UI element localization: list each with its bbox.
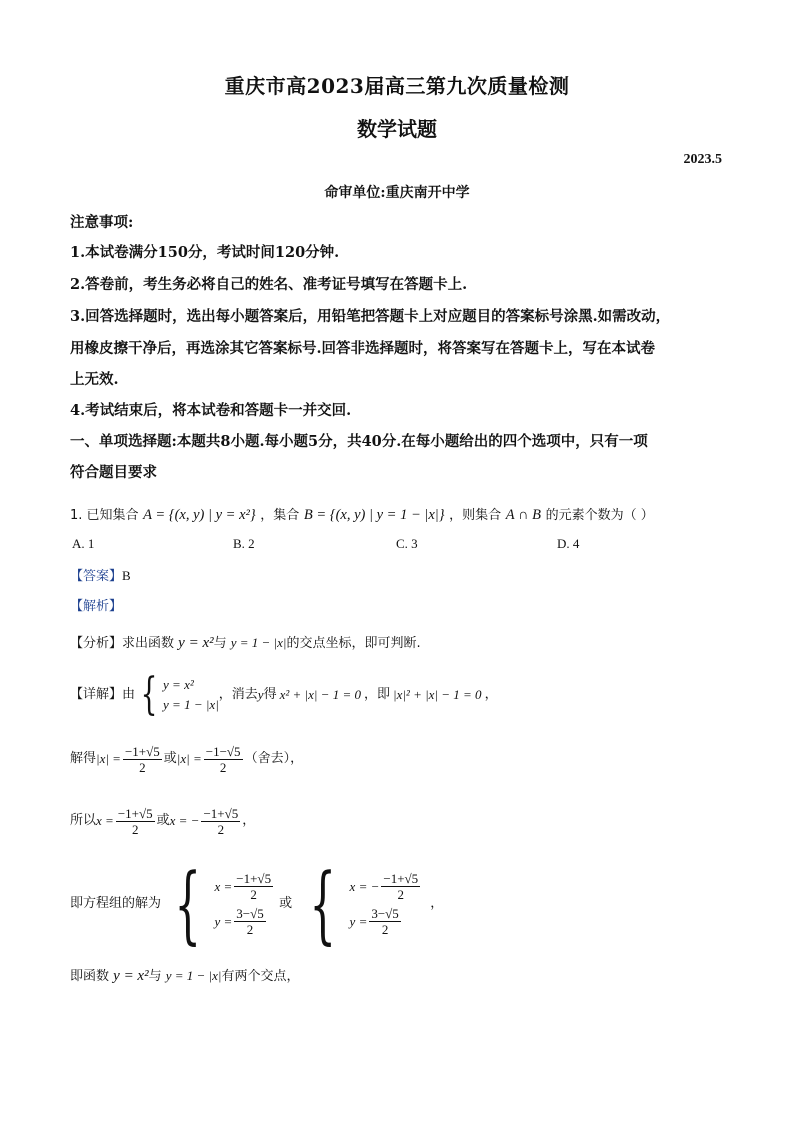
solution-1-y-lhs: y = — [214, 913, 233, 929]
notice-heading: 注意事项: — [70, 214, 134, 231]
solve-lhs: |x| = — [96, 751, 121, 766]
solution-2-y-frac — [369, 906, 400, 937]
solve-lhs-2: |x| = — [176, 751, 202, 766]
fenxi-tag: 【分析】 — [70, 636, 123, 651]
notice-item-4: 4.考试结束后，将本试卷和答题卡一并交回. — [70, 402, 352, 419]
solution-text-2: 或 — [279, 896, 293, 911]
notice-item-3-line-2: 用橡皮擦干净后，再选涂其它答案标号.回答非选择题时，将答案写在答题卡上，写在本试卷 — [70, 340, 656, 357]
left-brace-icon: { — [309, 855, 337, 953]
issuing-unit: 命审单位:重庆南开中学 — [324, 185, 470, 201]
solution-system-1 — [161, 855, 275, 953]
solution-1-y-frac — [234, 906, 265, 937]
solve-line — [70, 738, 730, 780]
analysis-tag-line — [70, 597, 730, 617]
solution-1-x-den: 2 — [250, 887, 257, 902]
solution-2-x-lhs: x = − — [349, 878, 380, 894]
xiangjie-eq-1: x² + |x| − 1 = 0 — [279, 687, 361, 702]
solve-text-2: 或 — [163, 751, 177, 766]
option-d: D. 4 — [557, 536, 580, 551]
xiangjie-var: y — [257, 687, 264, 702]
sox-fraction-1 — [116, 806, 155, 837]
solution-1-y-row — [214, 906, 275, 937]
sox-fraction-1-num: −1+√5 — [117, 805, 153, 821]
q1-suffix: 的元素个数为（ ） — [545, 508, 654, 523]
conclusion-func-2: y = 1 − |x| — [165, 968, 222, 983]
solution-2-x-den: 2 — [397, 887, 405, 902]
solution-1-x-lhs: x = — [214, 878, 233, 894]
xiangjie-eq-2: |x|² + |x| − 1 = 0 — [393, 687, 482, 702]
solve-fraction-1 — [123, 744, 162, 775]
q1-intersection: A ∩ B — [505, 507, 541, 523]
sox-text-3: ， — [242, 813, 256, 828]
solve-fraction-1-num: −1+√5 — [124, 743, 160, 759]
conclusion-text-2: 与 — [148, 969, 162, 984]
conclusion-func-1: y = x² — [113, 968, 149, 984]
section-heading-line-2: 符合题目要求 — [70, 464, 157, 481]
option-b: B. 2 — [233, 536, 255, 551]
sox-text-1: 所以 — [70, 813, 97, 828]
solve-fraction-2-den: 2 — [219, 759, 227, 775]
xiangjie-tag: 【详解】 — [70, 687, 123, 702]
fenxi-text-3: 的交点坐标，即可判断. — [286, 636, 421, 651]
answer-line — [70, 566, 730, 587]
solution-2-y-row — [350, 906, 423, 937]
solution-text-3: ， — [430, 896, 444, 911]
sox-lhs-2: x = − — [169, 813, 200, 828]
sox-lhs-1: x = — [96, 813, 114, 828]
notice-item-2: 2.答卷前，考生务必将自己的姓名、准考证号填写在答题卡上. — [70, 276, 468, 293]
answer-value: B — [122, 568, 131, 583]
answer-tag: 【答案】 — [70, 569, 123, 584]
solve-fraction-1-den: 2 — [139, 759, 146, 775]
solution-1-x-row — [214, 871, 275, 902]
solution-2-y-num: 3−√5 — [371, 906, 399, 921]
notice-item-3-line-1: 3.回答选择题时，选出每小题答案后，用铅笔把答题卡上对应题目的答案标号涂黑.如需改动， — [70, 308, 671, 325]
solution-2-x-frac — [381, 871, 420, 902]
section-heading-line-1: 一、单项选择题:本题共8小题.每小题5分，共40分.在每小题给出的四个选项中，只有一项 — [70, 433, 648, 450]
xiangjie-text-5: ， — [484, 687, 498, 702]
equation-system-1 — [135, 669, 219, 720]
xiangjie-text-1: 由 — [122, 687, 136, 702]
fenxi-func-2: y = 1 − |x| — [230, 635, 287, 650]
system-1-row-2: y = 1 − |x| — [163, 697, 219, 712]
solve-fraction-2-num: −1−√5 — [205, 743, 241, 759]
q1-mid-1: ，集合 — [260, 508, 300, 523]
left-brace-icon: { — [140, 669, 158, 720]
sox-fraction-1-den: 2 — [131, 821, 139, 837]
left-brace-icon: { — [174, 855, 202, 953]
solution-text-1: 即方程组的解为 — [70, 896, 162, 911]
fenxi-line — [70, 633, 730, 654]
conclusion-line — [70, 966, 730, 987]
fenxi-text-2: 与 — [213, 636, 227, 651]
analysis-tag: 【解析】 — [70, 599, 123, 614]
solution-1-y-num: 3−√5 — [236, 906, 264, 921]
sox-fraction-2 — [201, 806, 240, 837]
conclusion-text-1: 即函数 — [70, 969, 110, 984]
exam-date: 2023.5 — [683, 152, 722, 167]
q1-set-a: A = {(x, y) | y = x²} — [143, 507, 256, 523]
solution-1-y-den: 2 — [246, 922, 254, 937]
option-a: A. 1 — [72, 536, 95, 551]
solution-2-y-den: 2 — [381, 922, 389, 937]
solution-1-x-num: −1+√5 — [236, 871, 272, 886]
page-subtitle: 数学试题 — [357, 117, 437, 141]
xiangjie-text-4: ，即 — [363, 687, 390, 702]
solution-2-x-num: −1+√5 — [383, 871, 419, 886]
sox-fraction-2-den: 2 — [217, 821, 225, 837]
q1-prefix: 1. 已知集合 — [70, 508, 139, 523]
solution-2-x-row — [350, 871, 423, 902]
system-1-row-1: y = x² — [163, 677, 194, 692]
notice-item-1: 1.本试卷满分150分，考试时间120分钟. — [70, 244, 340, 261]
fenxi-text-1: 求出函数 — [122, 636, 175, 651]
fenxi-func-1: y = x² — [178, 635, 214, 651]
xiangjie-text-2: ，消去 — [218, 687, 258, 702]
solution-1-x-frac — [234, 871, 273, 902]
notice-item-3-line-3: 上无效. — [70, 371, 119, 388]
xiangjie-line — [70, 670, 730, 720]
solution-system-2 — [296, 855, 422, 953]
page-title: 重庆市高2023届高三第九次质量检测 — [224, 74, 570, 98]
solve-fraction-2 — [204, 744, 243, 775]
option-c: C. 3 — [396, 536, 418, 551]
conclusion-text-3: 有两个交点， — [221, 969, 300, 984]
solve-text-3: （舍去）， — [244, 751, 304, 766]
q1-mid-2: ，则集合 — [449, 508, 502, 523]
question-1 — [70, 505, 730, 526]
solution-2-y-lhs: y = — [349, 913, 368, 929]
q1-set-b: B = {(x, y) | y = 1 − |x|} — [303, 507, 445, 523]
sox-line — [70, 800, 730, 842]
solution-line — [70, 855, 730, 953]
sox-fraction-2-num: −1+√5 — [203, 805, 239, 821]
sox-text-2: 或 — [156, 813, 170, 828]
solve-text-1: 解得 — [70, 751, 97, 766]
xiangjie-text-3: 得 — [263, 687, 277, 702]
